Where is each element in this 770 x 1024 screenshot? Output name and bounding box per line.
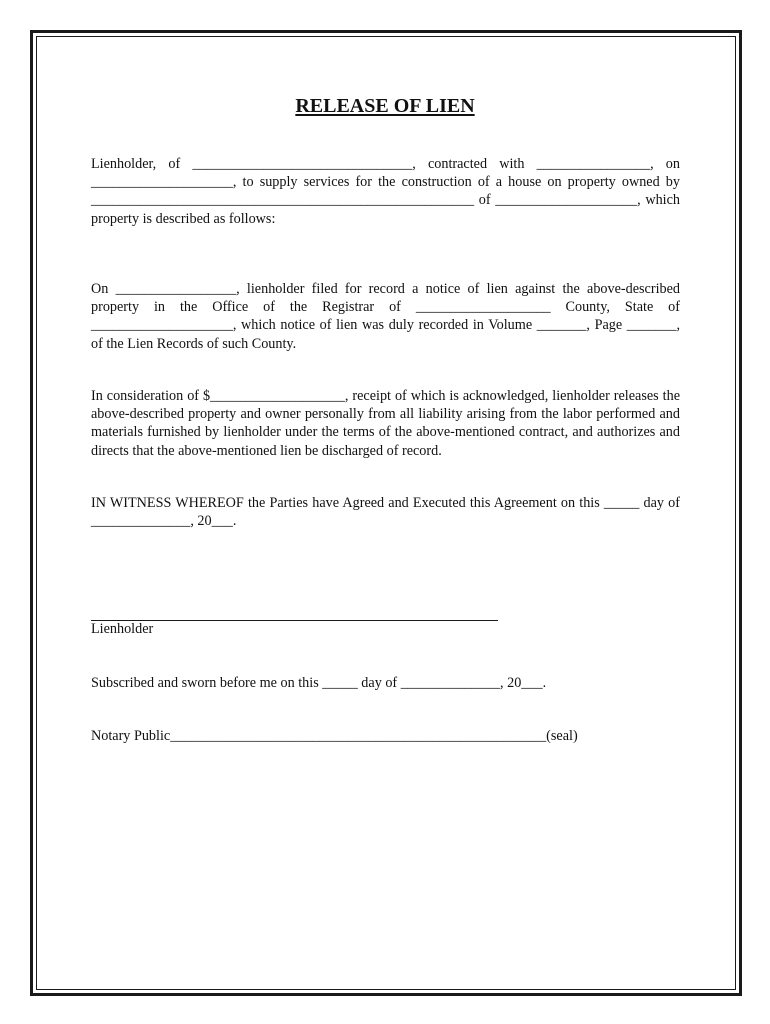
- document-title-container: [0, 94, 770, 118]
- notary-public-line: Notary Public_____________________________________________________(seal): [91, 728, 578, 744]
- witness-paragraph: IN WITNESS WHEREOF the Parties have Agreed and Executed this Agreement on this _____ day of ______________, 20___.: [91, 495, 680, 530]
- consideration-paragraph: In consideration of $___________________, receipt of which is acknowledged, lienholder releases the above-described property and owner personally from all liability arising from the labor performed and materials furnished by lienholder under the terms of the above-mentioned contract, and authorizes and directs that the above-mentioned lien be discharged of record.: [91, 388, 680, 459]
- notice-of-lien-paragraph: On _________________, lienholder filed for record a notice of lien against the above-described property in the Office of the Registrar of ___________________ County, State of ____________________, which notice of lien was duly recorded in Volume _______, Page _______, of the Lien Records of such County.: [91, 281, 680, 352]
- signature-label: Lienholder: [91, 621, 154, 637]
- sworn-statement: Subscribed and sworn before me on this _____ day of ______________, 20___.: [91, 675, 547, 691]
- lienholder-paragraph: Lienholder, of _______________________________, contracted with ________________, on ____________________, to supply services for the construction of a house on property owned by ______________________________________________________ of ____________________, which property is described as follows:: [91, 156, 680, 227]
- document-title: RELEASE OF LIEN: [295, 95, 475, 117]
